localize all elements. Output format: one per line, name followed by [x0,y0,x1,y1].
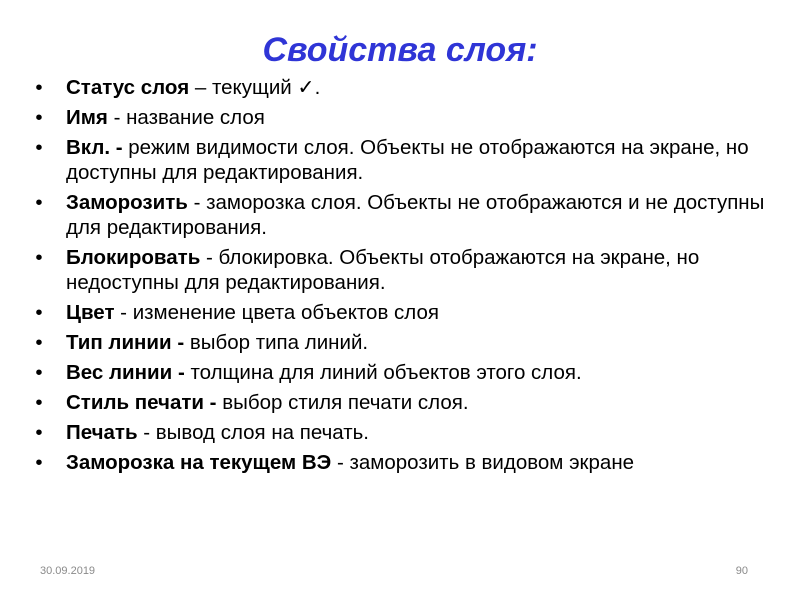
list-item [30,420,770,445]
bullet-icon: • [35,246,43,269]
item-description: - блокировка. Объекты отображаются на экране, но недоступны для редактирования. [66,246,700,294]
list-item [30,105,770,130]
item-description: выбор типа линий. [184,331,369,354]
list-item [30,75,770,100]
bullet-icon: • [35,421,43,444]
bullet-icon: • [35,191,43,214]
item-description: - заморозка слоя. Объекты не отображаются и не доступны для редактирования. [66,191,765,239]
bullet-icon: • [35,391,43,414]
list-item [30,300,770,325]
list-item [30,190,770,240]
item-description: - вывод слоя на печать. [137,421,369,444]
item-description: - изменение цвета объектов слоя [114,301,439,324]
footer-date: 30.09.2019 [40,565,96,577]
item-description: - заморозить в видовом экране [331,451,635,474]
item-term: Тип линии - [66,331,185,354]
bullet-icon: • [35,331,43,354]
page-number: 90 [735,565,748,577]
item-term: Имя [66,106,108,129]
item-term: Цвет [66,301,115,324]
item-term: Вес линии - [66,361,185,384]
bullet-icon: • [35,76,43,99]
item-description: - название слоя [107,106,265,129]
list-item [30,390,770,415]
bullet-icon: • [35,136,43,159]
list-item [30,135,770,185]
list-item [30,450,770,475]
slide-title: Свойства слоя: [262,31,538,69]
item-term: Вкл. - [66,136,123,159]
bullet-icon: • [35,106,43,129]
list-item [30,245,770,295]
item-term: Заморозить [66,191,188,214]
list-item [30,360,770,385]
item-description: режим видимости слоя. Объекты не отображаются на экране, но доступны для редактирования. [66,136,749,184]
item-term: Блокировать [66,246,201,269]
bullet-icon: • [35,451,43,474]
bullet-list [30,75,770,480]
item-term: Заморозка на текущем ВЭ [66,451,332,474]
bullet-icon: • [35,361,43,384]
item-description: – текущий ✓. [189,76,321,99]
list-item [30,330,770,355]
item-term: Статус слоя [66,76,190,99]
bullet-icon: • [35,301,43,324]
item-term: Стиль печати - [66,391,217,414]
item-description: выбор стиля печати слоя. [216,391,469,414]
item-description: толщина для линий объектов этого слоя. [184,361,582,384]
item-term: Печать [66,421,138,444]
